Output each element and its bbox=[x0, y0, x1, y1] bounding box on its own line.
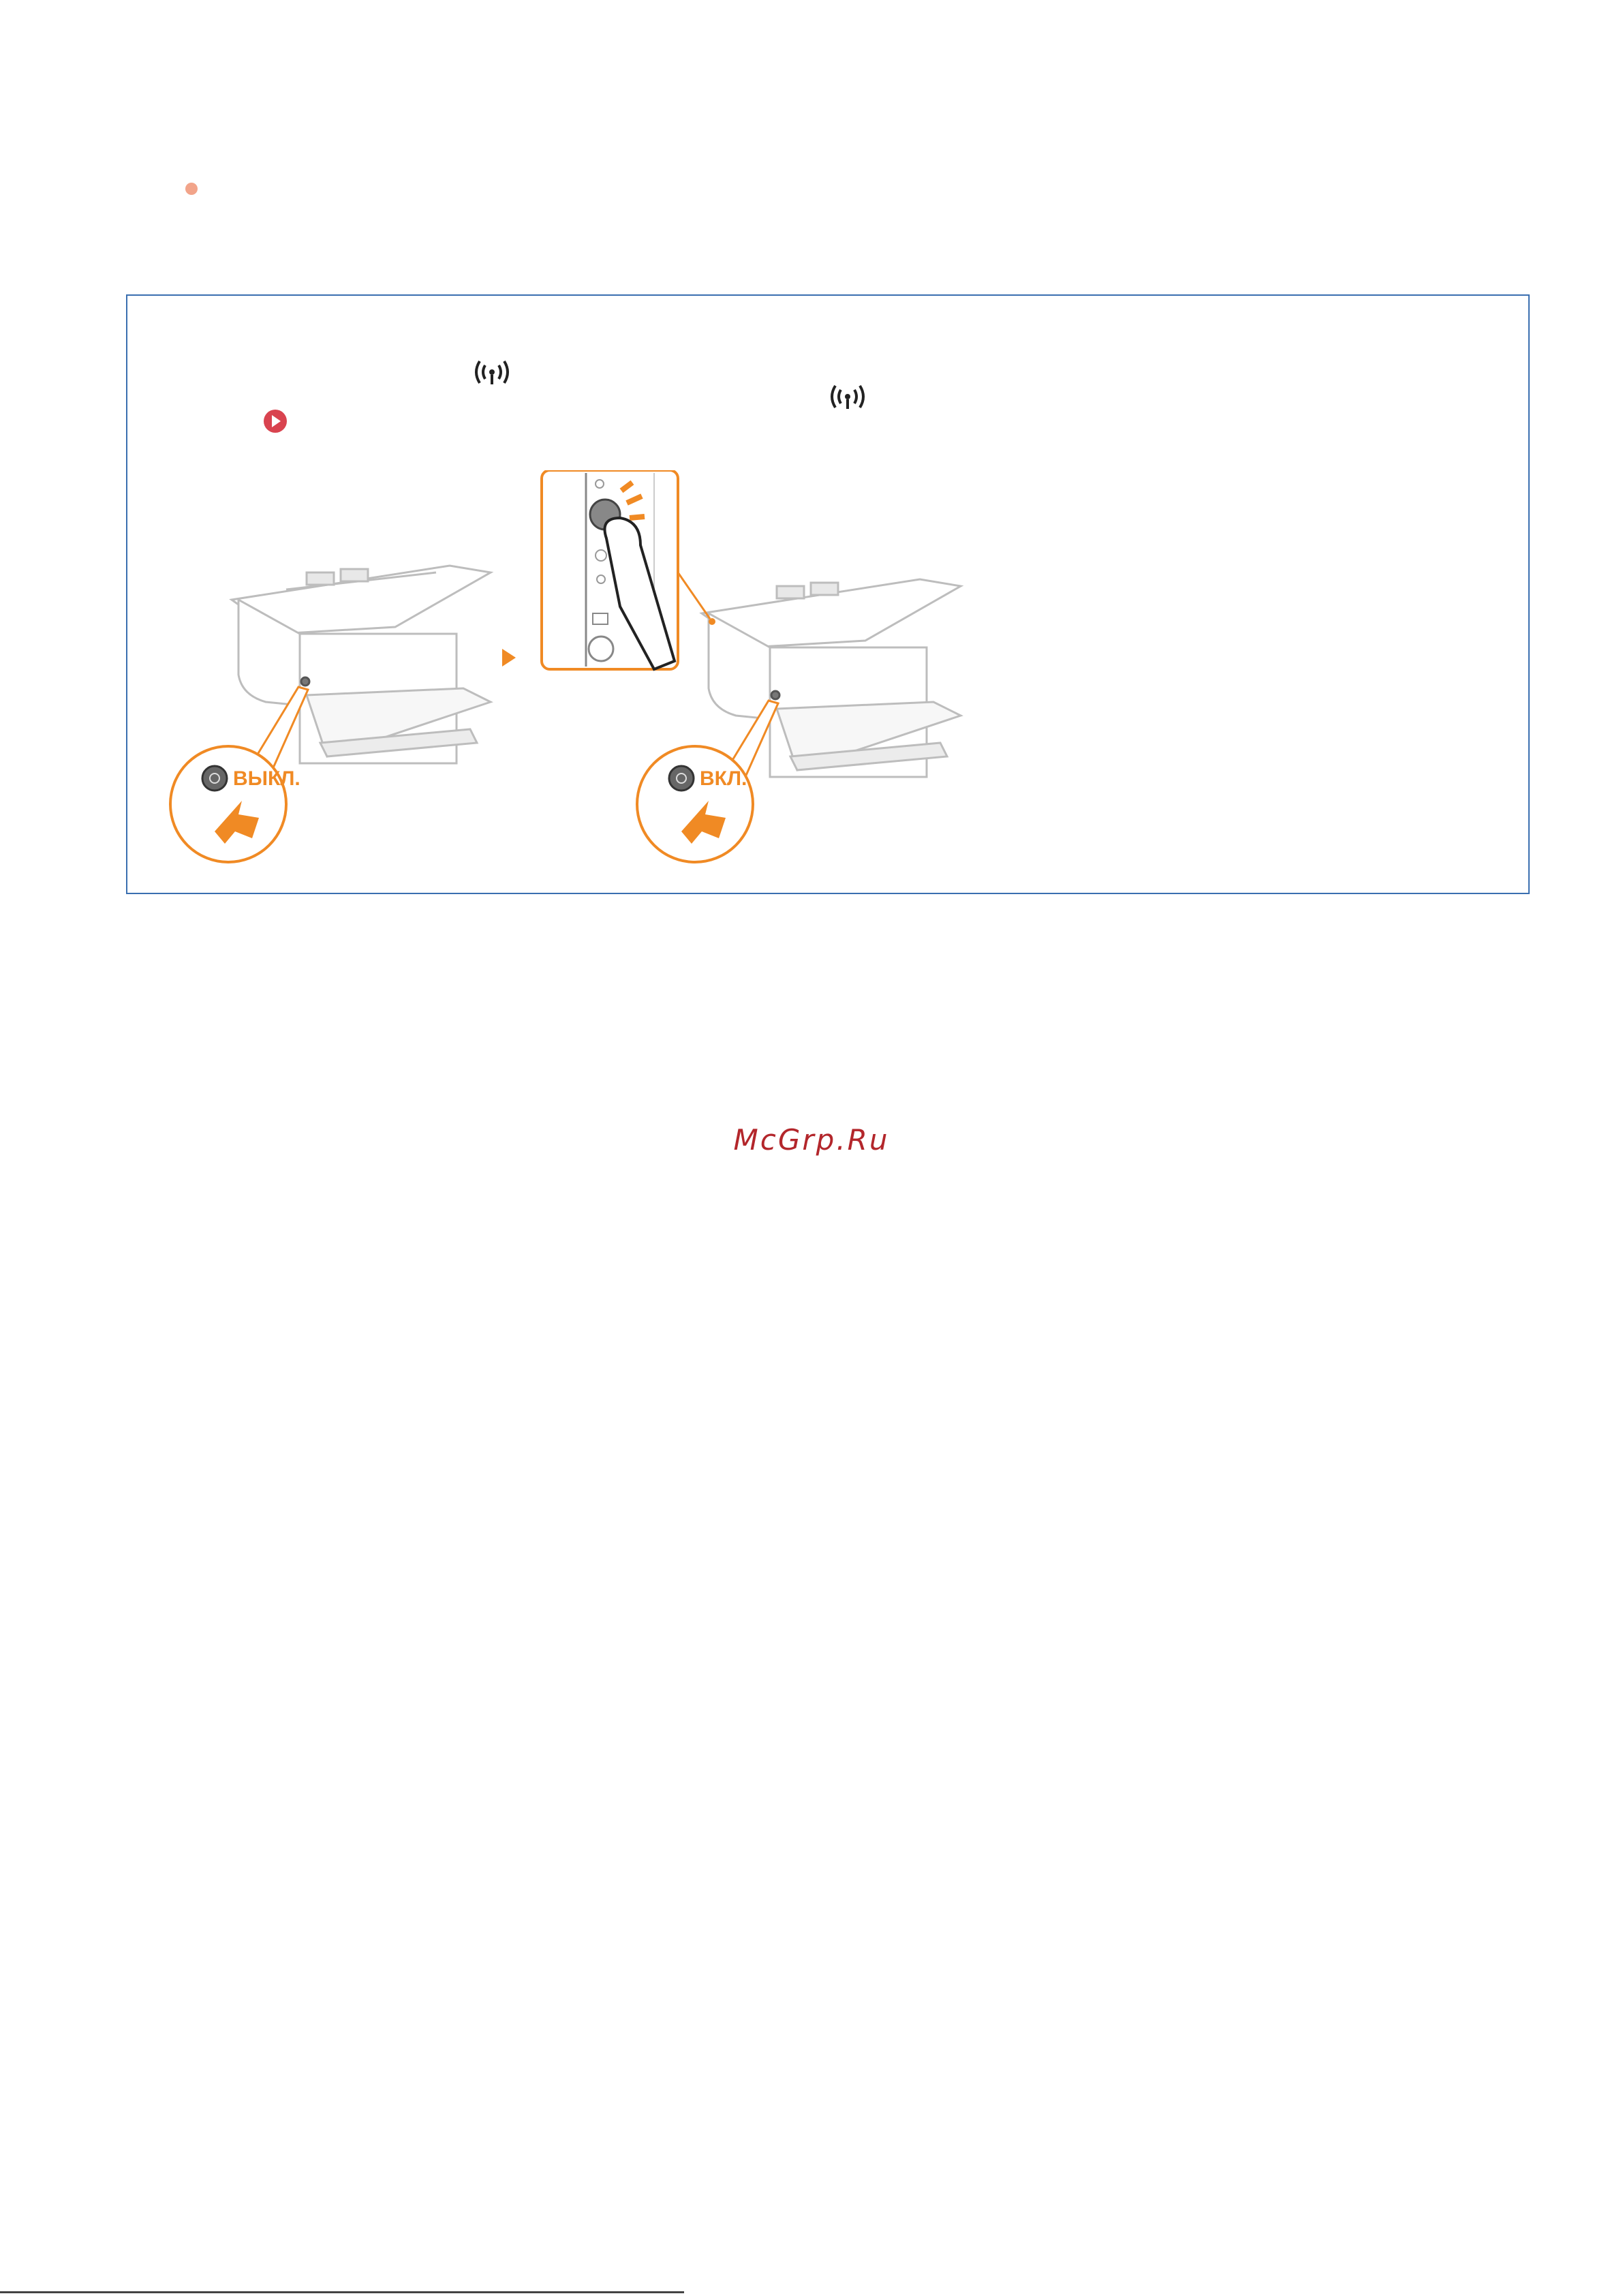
link-arrow-icon[interactable] bbox=[262, 408, 289, 435]
zoom-callout-off bbox=[170, 687, 308, 862]
zoom-callout-on bbox=[637, 701, 778, 862]
printer-illustration bbox=[150, 470, 988, 866]
footer-rule bbox=[0, 2291, 684, 2293]
arrow-right-icon bbox=[502, 649, 516, 667]
watermark: McGrp.Ru bbox=[733, 1123, 890, 1157]
power-button-icon bbox=[669, 766, 694, 791]
wifi-icon bbox=[827, 384, 868, 414]
power-button-icon bbox=[202, 766, 227, 791]
label-off: ВЫКЛ. bbox=[233, 767, 300, 790]
label-on: ВКЛ. bbox=[700, 767, 747, 790]
bullet-icon bbox=[185, 183, 198, 195]
panel-zoom bbox=[542, 470, 678, 669]
wifi-icon bbox=[472, 360, 512, 390]
